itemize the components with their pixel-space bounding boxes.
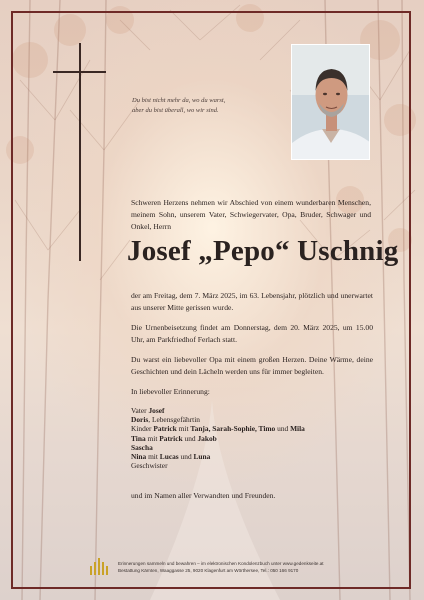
partner-name: Doris <box>131 415 149 425</box>
closing-line: und im Namen aller Verwandten und Freunden. <box>131 491 276 500</box>
funeral-home-logo-icon <box>88 557 110 575</box>
family-row-father <box>131 406 305 415</box>
family-row-child-3 <box>131 443 305 452</box>
portrait-image <box>292 45 370 160</box>
father-name: Josef <box>148 406 165 415</box>
children-label: Kinder <box>131 424 152 434</box>
child-4-with: mit <box>148 452 158 462</box>
child-4-and: und <box>180 452 192 462</box>
family-list <box>131 406 305 470</box>
father-label: Vater <box>131 406 147 415</box>
child-4-partner: Lucas <box>159 452 179 462</box>
cross-symbol-horizontal <box>53 71 106 73</box>
deceased-name: Josef „Pepo“ Uschnig <box>127 235 399 267</box>
footer-address-line: Bestattung Kärnten, Waaggasse 25, 9020 Klagenfurt am Wörthersee, Tel.: 050 166 9170 <box>118 568 299 573</box>
memorial-quote-line-2: aber du bist überall, wo wir sind. <box>132 107 219 114</box>
child-2-and: und <box>184 433 196 443</box>
memorial-quote <box>132 96 292 116</box>
child-4-last: Luna <box>193 452 211 462</box>
memory-heading: In liebevoller Erinnerung: <box>131 387 210 396</box>
portrait-photo <box>291 44 370 160</box>
child-2-last: Jakob <box>197 433 217 443</box>
family-row-siblings <box>131 461 305 470</box>
funeral-details-paragraph: Die Urnenbeisetzung findet am Donnerstag, dem 20. März 2025, um 15.00 Uhr, am Parkfriedhof Ferlach statt. <box>131 323 373 344</box>
tribute-paragraph: Du warst ein liebevoller Opa mit einem großen Herzen. Deine Wärme, deine Geschichten und dein Lächeln werden uns für immer begleiten. <box>131 355 373 376</box>
family-row-child-1 <box>131 424 305 433</box>
memorial-quote-line-1: Du bist nicht mehr da, wo du warst, <box>132 97 226 104</box>
child-2-name: Tina <box>131 433 146 443</box>
child-1-and: und <box>277 424 289 434</box>
family-row-child-4 <box>131 452 305 461</box>
death-notice-paragraph: der am Freitag, dem 7. März 2025, im 63. Lebensjahr, plötzlich und unerwartet aus unserer Mitte gerissen wurde. <box>131 291 373 312</box>
child-1-last: Mila <box>290 424 305 434</box>
footer-guestbook-line: Erinnerungen sammeln und bewahren – im elektronischen Kondolenzbuch unter www.gedenkseite.at <box>118 561 324 566</box>
child-3-name: Sascha <box>131 442 153 452</box>
cross-symbol-vertical <box>79 43 81 261</box>
partner-label: , Lebensgefährtin <box>148 415 200 425</box>
child-2-with: mit <box>147 433 158 443</box>
footer-info <box>118 560 324 574</box>
child-1-with: mit <box>178 424 189 434</box>
child-2-partner: Patrick <box>159 433 183 443</box>
family-row-partner <box>131 415 305 424</box>
child-4-name: Nina <box>131 452 147 462</box>
child-1-name: Patrick <box>153 424 177 434</box>
child-1-family: Tanja, Sarah-Sophie, Timo <box>190 424 276 434</box>
family-row-child-2 <box>131 434 305 443</box>
siblings-label: Geschwister <box>131 461 168 471</box>
announcement-text: Schweren Herzens nehmen wir Abschied von einem wunderbaren Menschen, meinem Sohn, unserem Vater, Schwiegervater, Opa, Bruder, Schwager und Onkel, Herrn <box>131 198 371 231</box>
